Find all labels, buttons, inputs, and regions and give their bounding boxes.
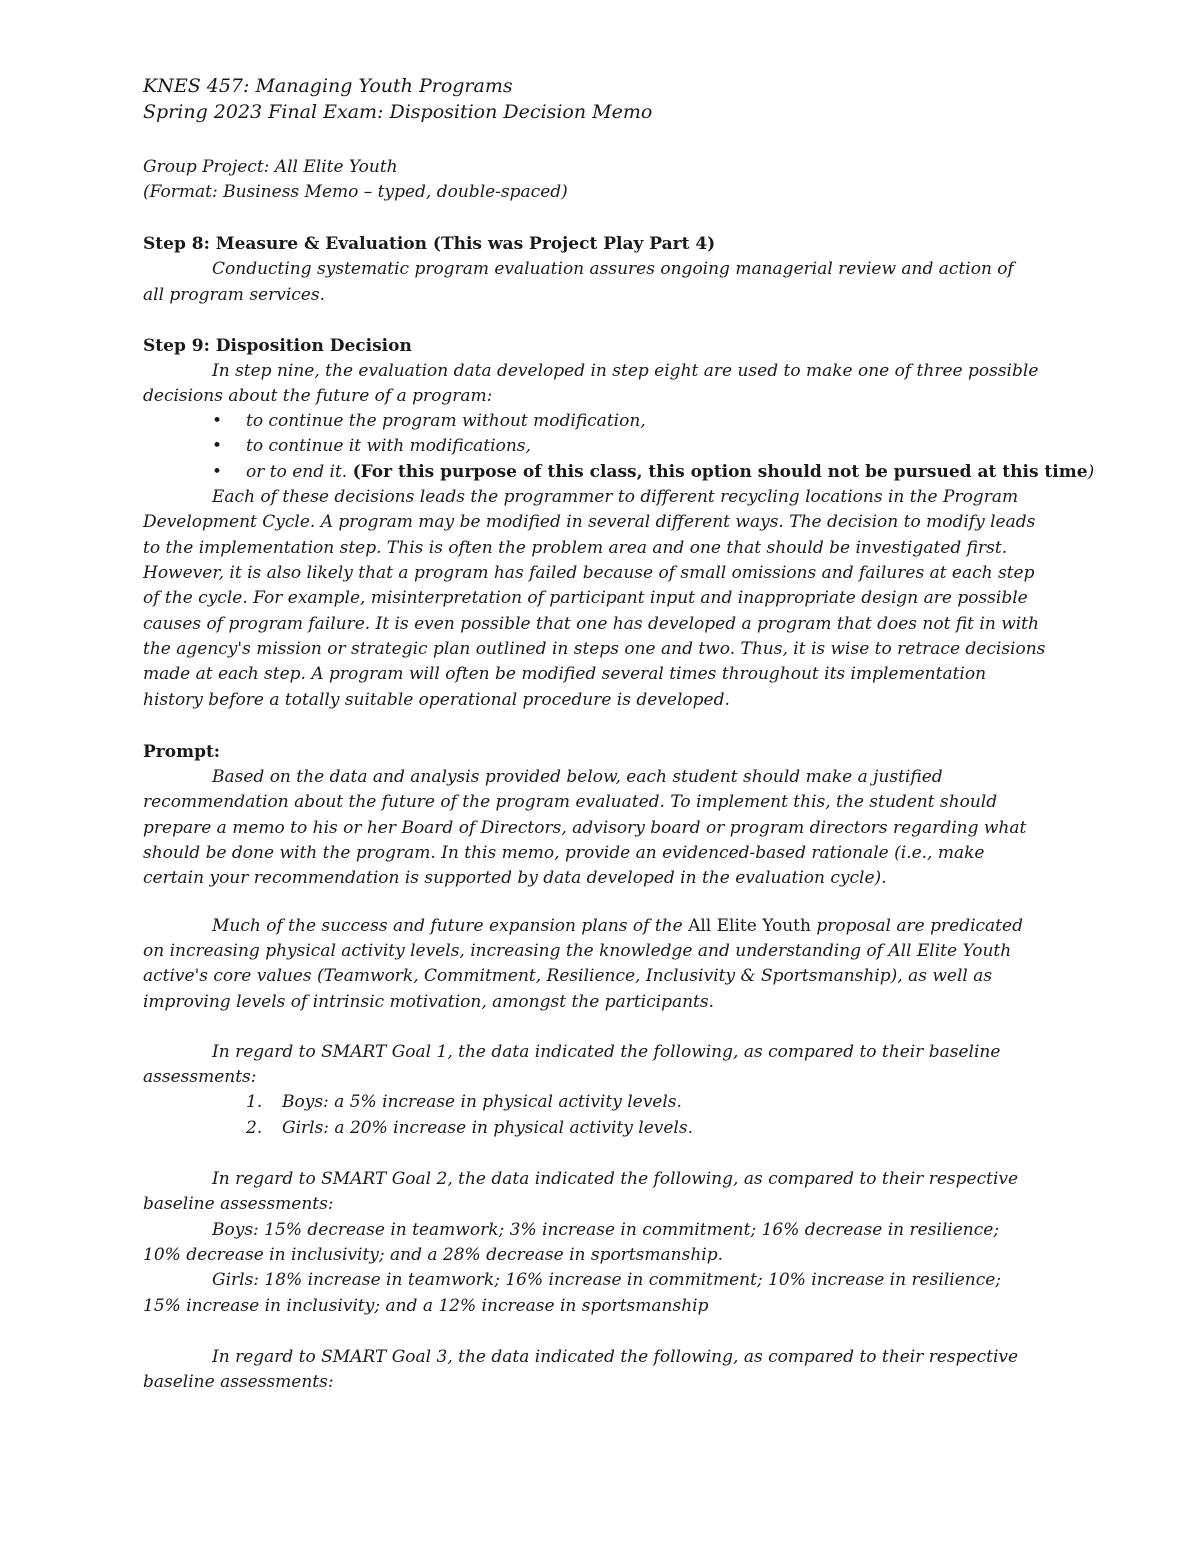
- goal1-item-2: Girls: a 20% increase in physical activity levels.: [282, 1118, 693, 1138]
- goal2-boys-1: Boys: 15% decrease in teamwork; 3% increase in commitment; 16% decrease in resilience;: [212, 1220, 1000, 1240]
- bullet-2-mark: •: [212, 436, 223, 456]
- step9-intro-1: In step nine, the evaluation data developed in step eight are used to make one of three possible: [212, 361, 1039, 381]
- goal2-girls-1: Girls: 18% increase in teamwork; 16% increase in commitment; 10% increase in resilience;: [212, 1270, 1002, 1290]
- bullet-1-mark: •: [212, 411, 223, 431]
- exam-title: Spring 2023 Final Exam: Disposition Decision Memo: [143, 101, 653, 123]
- bullet-3: [246, 460, 1094, 485]
- step8-line-1: Conducting systematic program evaluation assures ongoing managerial review and action of: [212, 259, 1014, 279]
- prompt-heading: Prompt:: [143, 742, 221, 762]
- step9-body-1: Each of these decisions leads the programmer to different recycling locations in the Program: [212, 487, 1019, 507]
- prompt-p1-1: Based on the data and analysis provided below, each student should make a justified: [212, 767, 943, 787]
- step9-body-9: history before a totally suitable operational procedure is developed.: [143, 690, 730, 710]
- goal1-item-2-num: 2.: [246, 1118, 263, 1138]
- step9-body-5: of the cycle. For example, misinterpretation of participant input and inappropriate design are possible: [143, 588, 1028, 608]
- goal2-line-2: baseline assessments:: [143, 1194, 334, 1214]
- goal3-line-1: In regard to SMART Goal 3, the data indicated the following, as compared to their respective: [212, 1347, 1019, 1367]
- bullet-2: to continue it with modifications,: [246, 436, 531, 456]
- goal1-line-1: In regard to SMART Goal 1, the data indicated the following, as compared to their baseline: [212, 1042, 1001, 1062]
- step9-body-4: However, it is also likely that a program has failed because of small omissions and failures at each step: [143, 563, 1035, 583]
- goal2-line-1: In regard to SMART Goal 2, the data indicated the following, as compared to their respective: [212, 1169, 1019, 1189]
- step8-heading: Step 8: Measure & Evaluation (This was Project Play Part 4): [143, 234, 716, 254]
- goal1-item-1-num: 1.: [246, 1092, 263, 1112]
- step9-body-6: causes of program failure. It is even possible that one has developed a program that does not fit in with: [143, 614, 1039, 634]
- prompt-p1-3: prepare a memo to his or her Board of Directors, advisory board or program directors regarding what: [143, 818, 1027, 838]
- goal2-girls-2: 15% increase in inclusivity; and a 12% increase in sportsmanship: [143, 1296, 709, 1316]
- prompt-p2-1c: proposal are predicated: [810, 916, 1023, 936]
- goal1-item-1: Boys: a 5% increase in physical activity levels.: [282, 1092, 682, 1112]
- goal2-boys-2: 10% decrease in inclusivity; and a 28% decrease in sportsmanship.: [143, 1245, 724, 1265]
- prompt-p1-2: recommendation about the future of the program evaluated. To implement this, the student should: [143, 792, 998, 812]
- prompt-p2-3: active's core values (Teamwork, Commitment, Resilience, Inclusivity & Sportsmanship), as well as: [143, 966, 993, 986]
- prompt-p1-4: should be done with the program. In this memo, provide an evidenced-based rationale (i.e., make: [143, 843, 985, 863]
- step9-body-3: to the implementation step. This is often the problem area and one that should be investigated first.: [143, 538, 1008, 558]
- goal1-line-2: assessments:: [143, 1067, 257, 1087]
- step9-body-7: the agency's mission or strategic plan outlined in steps one and two. Thus, it is wise to retrace decisions: [143, 639, 1046, 659]
- bullet-1: to continue the program without modification,: [246, 411, 646, 431]
- bullet-3-text: or to end it.: [246, 462, 348, 482]
- program-name: All Elite Youth: [688, 916, 811, 936]
- class-note: For this purpose of this class, this option should not be pursued at this time: [360, 462, 1088, 482]
- prompt-p2-4: improving levels of intrinsic motivation, amongst the participants.: [143, 992, 714, 1012]
- step9-body-8: made at each step. A program will often be modified several times throughout its implementation: [143, 664, 987, 684]
- group-project: Group Project: All Elite Youth: [143, 157, 398, 177]
- step9-body-2: Development Cycle. A program may be modified in several different ways. The decision to modify leads: [143, 512, 1036, 532]
- note-open: (: [352, 462, 361, 482]
- prompt-p2-1: [212, 914, 1023, 939]
- course-title: KNES 457: Managing Youth Programs: [143, 75, 513, 97]
- bullet-3-mark: •: [212, 462, 223, 482]
- step9-intro-2: decisions about the future of a program:: [143, 386, 493, 406]
- note-close: ): [1087, 462, 1095, 482]
- prompt-p1-5: certain your recommendation is supported by data developed in the evaluation cycle).: [143, 868, 887, 888]
- format-note: (Format: Business Memo – typed, double-spaced): [143, 182, 568, 202]
- goal3-line-2: baseline assessments:: [143, 1372, 334, 1392]
- step8-line-2: all program services.: [143, 285, 325, 305]
- prompt-p2-2: on increasing physical activity levels, increasing the knowledge and understanding of All Elite Youth: [143, 941, 1012, 961]
- prompt-p2-1a: Much of the success and future expansion plans of the: [212, 916, 689, 936]
- step9-heading: Step 9: Disposition Decision: [143, 336, 412, 356]
